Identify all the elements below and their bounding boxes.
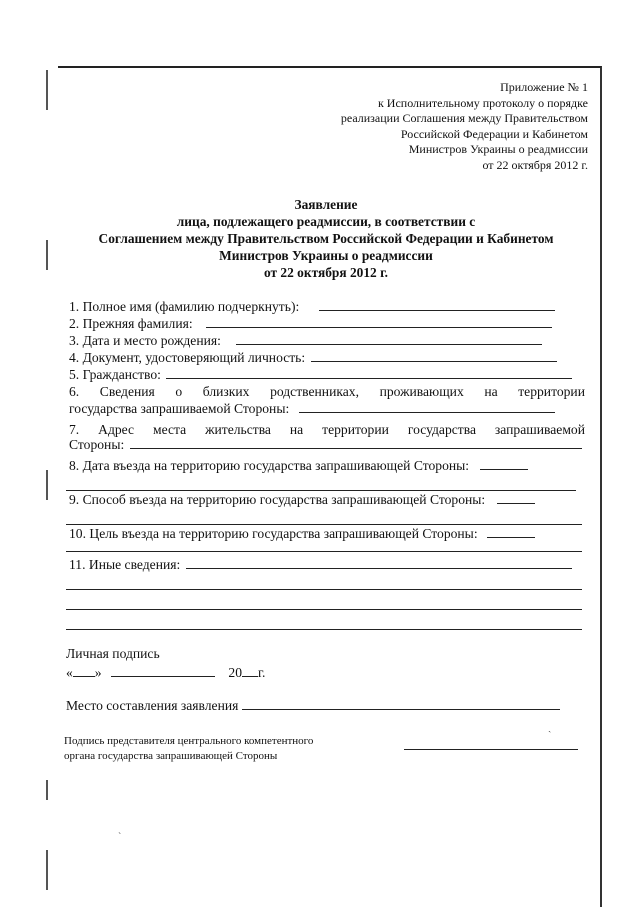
- representative-line: органа государства запрашивающей Стороны: [64, 749, 278, 762]
- title-line: Заявление: [294, 197, 358, 212]
- year-prefix: 20: [228, 665, 242, 680]
- field-former-surname: [69, 315, 585, 332]
- personal-signature-label: Личная подпись: [66, 646, 160, 661]
- scan-edge-mark: [46, 780, 48, 800]
- representative-signature-line[interactable]: [404, 749, 578, 750]
- title-line: лица, подлежащего реадмиссии, в соответствии с: [176, 214, 476, 229]
- identity-document-input-line[interactable]: [311, 349, 557, 362]
- date-quote-close: »: [94, 665, 102, 680]
- field-entry-purpose: [69, 525, 585, 542]
- field-full-name: [69, 298, 585, 315]
- former-surname-input-line[interactable]: [206, 315, 552, 328]
- field-citizenship: [69, 366, 585, 383]
- scan-edge-mark: [46, 470, 48, 500]
- field-label: Стороны:: [69, 437, 125, 452]
- field-relatives: [69, 383, 585, 400]
- scan-edge-mark: [46, 850, 48, 890]
- title-line: Соглашением между Правительством Российской Федерации и Кабинетом: [98, 231, 554, 246]
- entry-method-input-line[interactable]: [497, 491, 535, 504]
- field-label: 3. Дата и место рождения:: [69, 333, 221, 348]
- place-label: Место составления заявления: [66, 698, 239, 713]
- field-residence-cont: [69, 436, 585, 453]
- place-of-application: [66, 697, 560, 714]
- field-label: 7. Адрес места жительства на территории государства запрашиваемой: [69, 422, 585, 437]
- year-suffix: г.: [258, 665, 266, 680]
- field-relatives-cont: [69, 400, 585, 417]
- place-input-line[interactable]: [242, 697, 560, 710]
- birth-input-line[interactable]: [236, 332, 542, 345]
- citizenship-input-line[interactable]: [166, 366, 572, 379]
- other-info-line[interactable]: [66, 589, 582, 590]
- entry-purpose-input-line[interactable]: [487, 525, 535, 538]
- appendix-header: [268, 80, 588, 174]
- entry-date-input-line[interactable]: [480, 457, 528, 470]
- appendix-line: Приложение № 1: [500, 80, 588, 94]
- representative-line: Подпись представителя центрального компетентного: [64, 735, 314, 747]
- representative-signature-label: [64, 734, 384, 763]
- field-identity-document: [69, 349, 585, 366]
- residence-input-line[interactable]: [130, 436, 582, 449]
- date-quote-open: «: [66, 665, 73, 680]
- appendix-line: реализации Соглашения между Правительством: [340, 111, 588, 126]
- appendix-line: к Исполнительному протоколу о порядке: [377, 95, 588, 110]
- field-birth: [69, 332, 585, 349]
- other-info-line[interactable]: [66, 629, 582, 630]
- other-info-line[interactable]: [66, 609, 582, 610]
- appendix-line: от 22 октября 2012 г.: [482, 157, 588, 172]
- entry-purpose-continuation-line[interactable]: [66, 551, 582, 552]
- field-entry-method: [69, 491, 585, 508]
- scan-speck: `: [118, 832, 122, 843]
- year-input-line[interactable]: [242, 664, 258, 677]
- relatives-input-line[interactable]: [299, 400, 555, 413]
- appendix-line: Министров Украины о реадмиссии: [408, 142, 588, 157]
- scan-edge-mark: [46, 240, 48, 270]
- day-input-line[interactable]: [73, 664, 95, 677]
- signature-date: [66, 664, 265, 681]
- field-label: 10. Цель въезда на территорию государства запрашивающей Стороны:: [69, 526, 478, 541]
- month-input-line[interactable]: [111, 664, 215, 677]
- title-line: Министров Украины о реадмиссии: [219, 248, 433, 263]
- field-label: 2. Прежняя фамилия:: [69, 316, 193, 331]
- document-page: [58, 66, 602, 907]
- other-info-input-line[interactable]: [186, 556, 572, 569]
- scan-speck: ˎ: [548, 722, 552, 733]
- field-label: 5. Гражданство:: [69, 367, 161, 382]
- field-label: 4. Документ, удостоверяющий личность:: [69, 350, 306, 365]
- field-label: государства запрашиваемой Стороны:: [69, 401, 290, 416]
- title-line: от 22 октября 2012 г.: [263, 265, 389, 280]
- field-label: 11. Иные сведения:: [69, 557, 181, 572]
- document-title: [64, 196, 588, 281]
- field-label: 1. Полное имя (фамилию подчеркнуть):: [69, 299, 300, 314]
- full-name-input-line[interactable]: [319, 298, 555, 311]
- field-label: 8. Дата въезда на территорию государства запрашивающей Стороны:: [69, 458, 470, 473]
- appendix-line: Российской Федерации и Кабинетом: [400, 126, 588, 141]
- scan-edge-mark: [46, 70, 48, 110]
- field-label: 9. Способ въезда на территорию государства запрашивающей Стороны:: [69, 492, 486, 507]
- field-other-info: [69, 556, 585, 573]
- field-label: 6. Сведения о близких родственниках, проживающих на территории: [69, 384, 585, 399]
- field-entry-date: [69, 457, 585, 474]
